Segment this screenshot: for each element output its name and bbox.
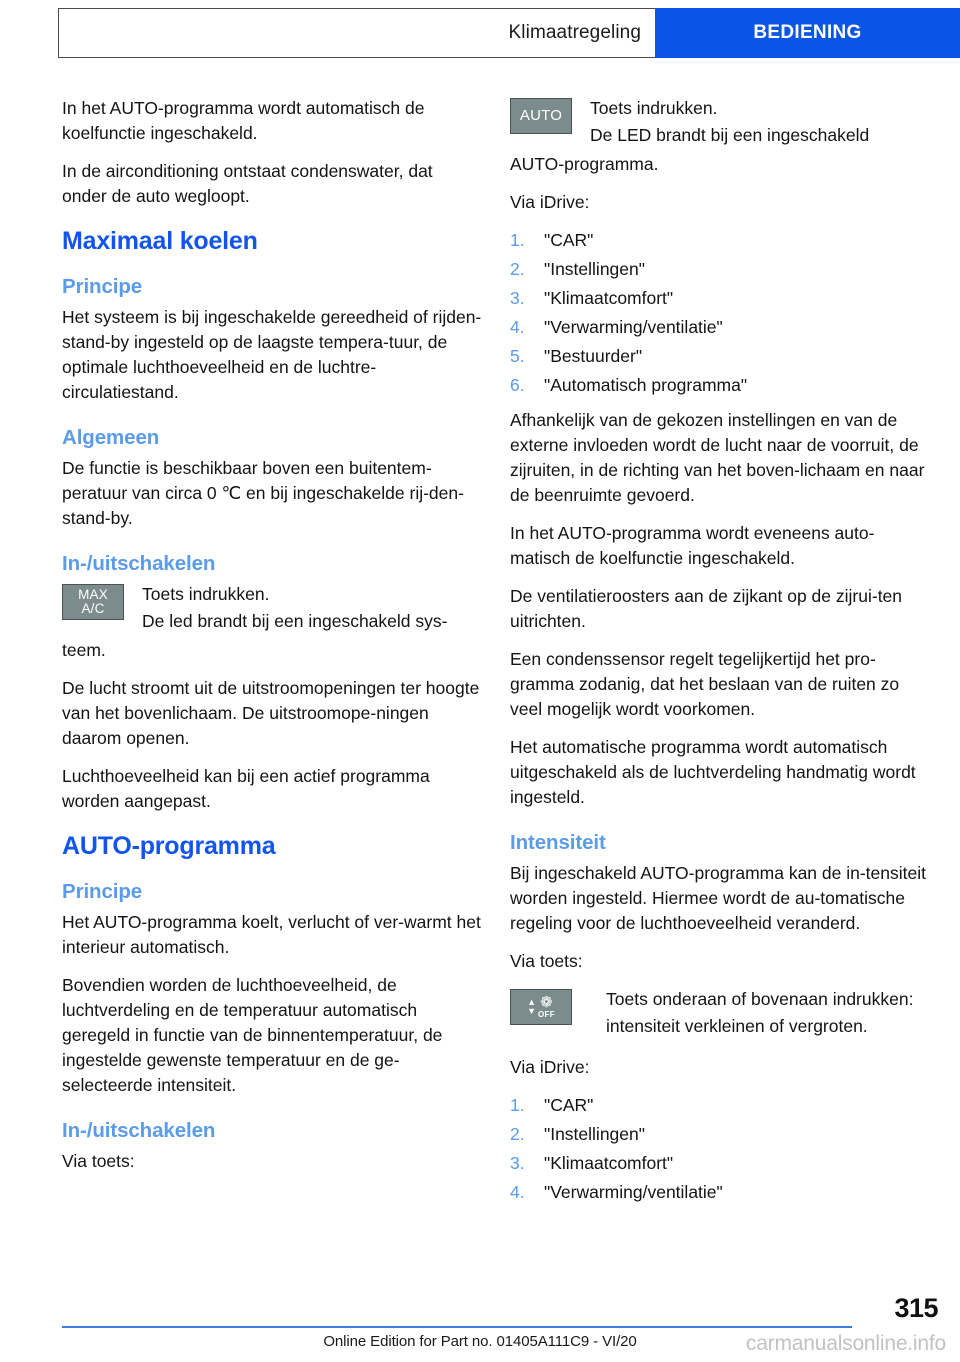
list-item	[510, 228, 930, 253]
paragraph-afhankelijk: Afhankelijk van de gekozen instellingen en van de externe invloeden wordt de lucht naar de voorruit, de zijruiten, in de richting van het boven‐lichaam en naar de beenruimte gevoerd.	[510, 410, 925, 505]
list-item	[510, 1122, 930, 1147]
subheading-algemeen: Algemeen	[62, 426, 160, 449]
list-item-label: "Verwarming/ventilatie"	[544, 317, 723, 337]
list-item-number: 3.	[510, 1153, 525, 1173]
list-item	[510, 344, 930, 369]
page-header	[58, 8, 960, 58]
subheading-in-uitschakelen-2: In-/uitschakelen	[62, 1119, 216, 1142]
list-item-number: 6.	[510, 375, 525, 395]
watermark: carmanualsonline.info	[745, 1332, 946, 1355]
footer-note: Online Edition for Part no. 01405A111C9 - VI/20	[323, 1333, 637, 1350]
subheading-intensiteit: Intensiteit	[510, 831, 606, 854]
fan-glyph-group	[538, 993, 555, 1019]
fan-arrows-icon	[527, 998, 536, 1016]
arrow-up-icon: ▲	[527, 997, 536, 1007]
paragraph-via-idrive-2: Via iDrive:	[510, 1057, 590, 1077]
list-item	[510, 1180, 930, 1205]
list-item-label: "Instellingen"	[544, 259, 645, 279]
page-number: 315	[894, 1293, 938, 1323]
subheading-in-uitschakelen-1: In-/uitschakelen	[62, 552, 216, 575]
paragraph-principe-1: Het systeem is bij ingeschakelde gereedheid of rijden-stand-by ingesteld op de laagste tempera‐tuur, de optimale luchthoeveelheid en de luchtre‐circulatiestand.	[62, 307, 482, 402]
paragraph-intro-2: In de airconditioning ontstaat condenswater, dat onder de auto wegloopt.	[62, 161, 433, 206]
list-item-number: 1.	[510, 230, 525, 250]
icon-row-max-ac	[62, 582, 482, 634]
list-item	[510, 1151, 930, 1176]
subheading-principe-1: Principe	[62, 275, 143, 298]
header-section-box	[655, 8, 960, 58]
auto-button-icon[interactable]	[510, 98, 572, 134]
paragraph-airflow-1: De lucht stroomt uit de uitstroomopeningen ter hoogte van het bovenlichaam. De uitstroomope‐ningen daarom openen.	[62, 678, 480, 748]
paragraph-uitgeschakeld: Het automatische programma wordt automatisch uitgeschakeld als de luchtverdeling handmatig wordt ingesteld.	[510, 737, 916, 807]
list-item-number: 2.	[510, 1124, 525, 1144]
list-item-label: "Automatisch programma"	[544, 375, 748, 395]
paragraph-intensiteit: Bij ingeschakeld AUTO-programma kan de in‐tensiteit worden ingesteld. Hiermee wordt de au‐tomatische regeling voor de luchthoeveelheid veranderd.	[510, 863, 926, 933]
list-item-number: 4.	[510, 317, 525, 337]
max-ac-instruction-line2: De led brandt bij een ingeschakeld sys‐	[142, 611, 448, 631]
max-ac-icon-line2: A/C	[81, 601, 105, 616]
paragraph-via-toets-1: Via toets:	[62, 1151, 135, 1171]
paragraph-airflow-2: Luchthoeveelheid kan bij een actief programma worden aangepast.	[62, 766, 430, 811]
paragraph-ventilatieroosters: De ventilatieroosters aan de zijkant op de zijrui‐ten uitrichten.	[510, 586, 903, 631]
fan-intensity-button-icon[interactable]	[510, 989, 572, 1025]
list-item-label: "CAR"	[544, 230, 594, 250]
paragraph-via-idrive-1: Via iDrive:	[510, 192, 590, 212]
header-chapter-box	[58, 8, 655, 58]
list-item-label: "Klimaatcomfort"	[544, 1153, 674, 1173]
list-item	[510, 315, 930, 340]
max-ac-instruction-line1: Toets indrukken.	[142, 584, 270, 604]
fan-instruction-line2: intensiteit verkleinen of vergroten.	[606, 1016, 868, 1036]
auto-instruction-line1: Toets indrukken.	[590, 98, 718, 118]
fan-icon: ❁	[540, 993, 553, 1011]
icon-row-fan	[510, 987, 930, 1039]
paragraph-algemeen: De functie is beschikbaar boven een buitentem‐peratuur van circa 0 ℃ en bij ingeschakelde rij‐den-stand-by.	[62, 458, 464, 528]
paragraph-auto-principe-1: Het AUTO-programma koelt, verlucht of ver‐warmt het interieur automatisch.	[62, 912, 481, 957]
list-item	[510, 1093, 930, 1118]
list-item	[510, 257, 930, 282]
paragraph-auto-principe-2: Bovendien worden de luchthoeveelheid, de luchtverdeling en de temperatuur automatisch geregeld in functie van de binnentemperatuur, de ingestelde gewenste temperatuur en de ge‐selecteerde intensiteit.	[62, 975, 443, 1095]
paragraph-via-toets-2: Via toets:	[510, 951, 583, 971]
list-item-number: 1.	[510, 1095, 525, 1115]
list-item	[510, 373, 930, 398]
icon-row-auto	[510, 96, 930, 148]
list-item-number: 3.	[510, 288, 525, 308]
paragraph-intro-1: In het AUTO-programma wordt automatisch de koelfunctie ingeschakeld.	[62, 98, 425, 143]
list-item-label: "Klimaatcomfort"	[544, 288, 674, 308]
list-item-label: "Bestuurder"	[544, 346, 643, 366]
max-ac-icon-line1: MAX	[78, 587, 108, 602]
fan-off-label: OFF	[538, 1009, 555, 1019]
header-section-label: BEDIENING	[753, 22, 862, 43]
idrive-steps-list-2	[510, 1093, 930, 1205]
list-item-number: 4.	[510, 1182, 525, 1202]
left-column	[62, 96, 482, 1187]
auto-instruction-line2: De LED brandt bij een ingeschakeld	[590, 125, 870, 145]
list-item-number: 5.	[510, 346, 525, 366]
list-item-label: "CAR"	[544, 1095, 594, 1115]
list-item-number: 2.	[510, 259, 525, 279]
arrow-down-icon: ▼	[527, 1006, 536, 1016]
page-title-maximaal-koelen: Maximaal koelen	[62, 227, 258, 255]
auto-icon-label: AUTO	[519, 107, 563, 124]
max-ac-button-icon[interactable]	[62, 584, 124, 620]
footer-divider	[62, 1326, 852, 1328]
idrive-steps-list-1	[510, 228, 930, 398]
auto-instruction-runover: AUTO-programma.	[510, 154, 659, 174]
list-item	[510, 286, 930, 311]
right-column	[510, 96, 930, 1215]
paragraph-auto-koelfunctie: In het AUTO-programma wordt eveneens auto‐matisch de koelfunctie ingeschakeld.	[510, 523, 875, 568]
subheading-principe-2: Principe	[62, 880, 143, 903]
list-item-label: "Verwarming/ventilatie"	[544, 1182, 723, 1202]
paragraph-condenssensor: Een condenssensor regelt tegelijkertijd het pro‐gramma zodanig, dat het beslaan van de ruiten zo veel mogelijk wordt voorkomen.	[510, 649, 900, 719]
fan-instruction-line1: Toets onderaan of bovenaan indrukken:	[606, 989, 914, 1009]
header-chapter-label: Klimaatregeling	[508, 22, 641, 43]
list-item-label: "Instellingen"	[544, 1124, 645, 1144]
page-title-auto-programma: AUTO-programma	[62, 832, 276, 860]
max-ac-instruction-runover: teem.	[62, 640, 106, 660]
